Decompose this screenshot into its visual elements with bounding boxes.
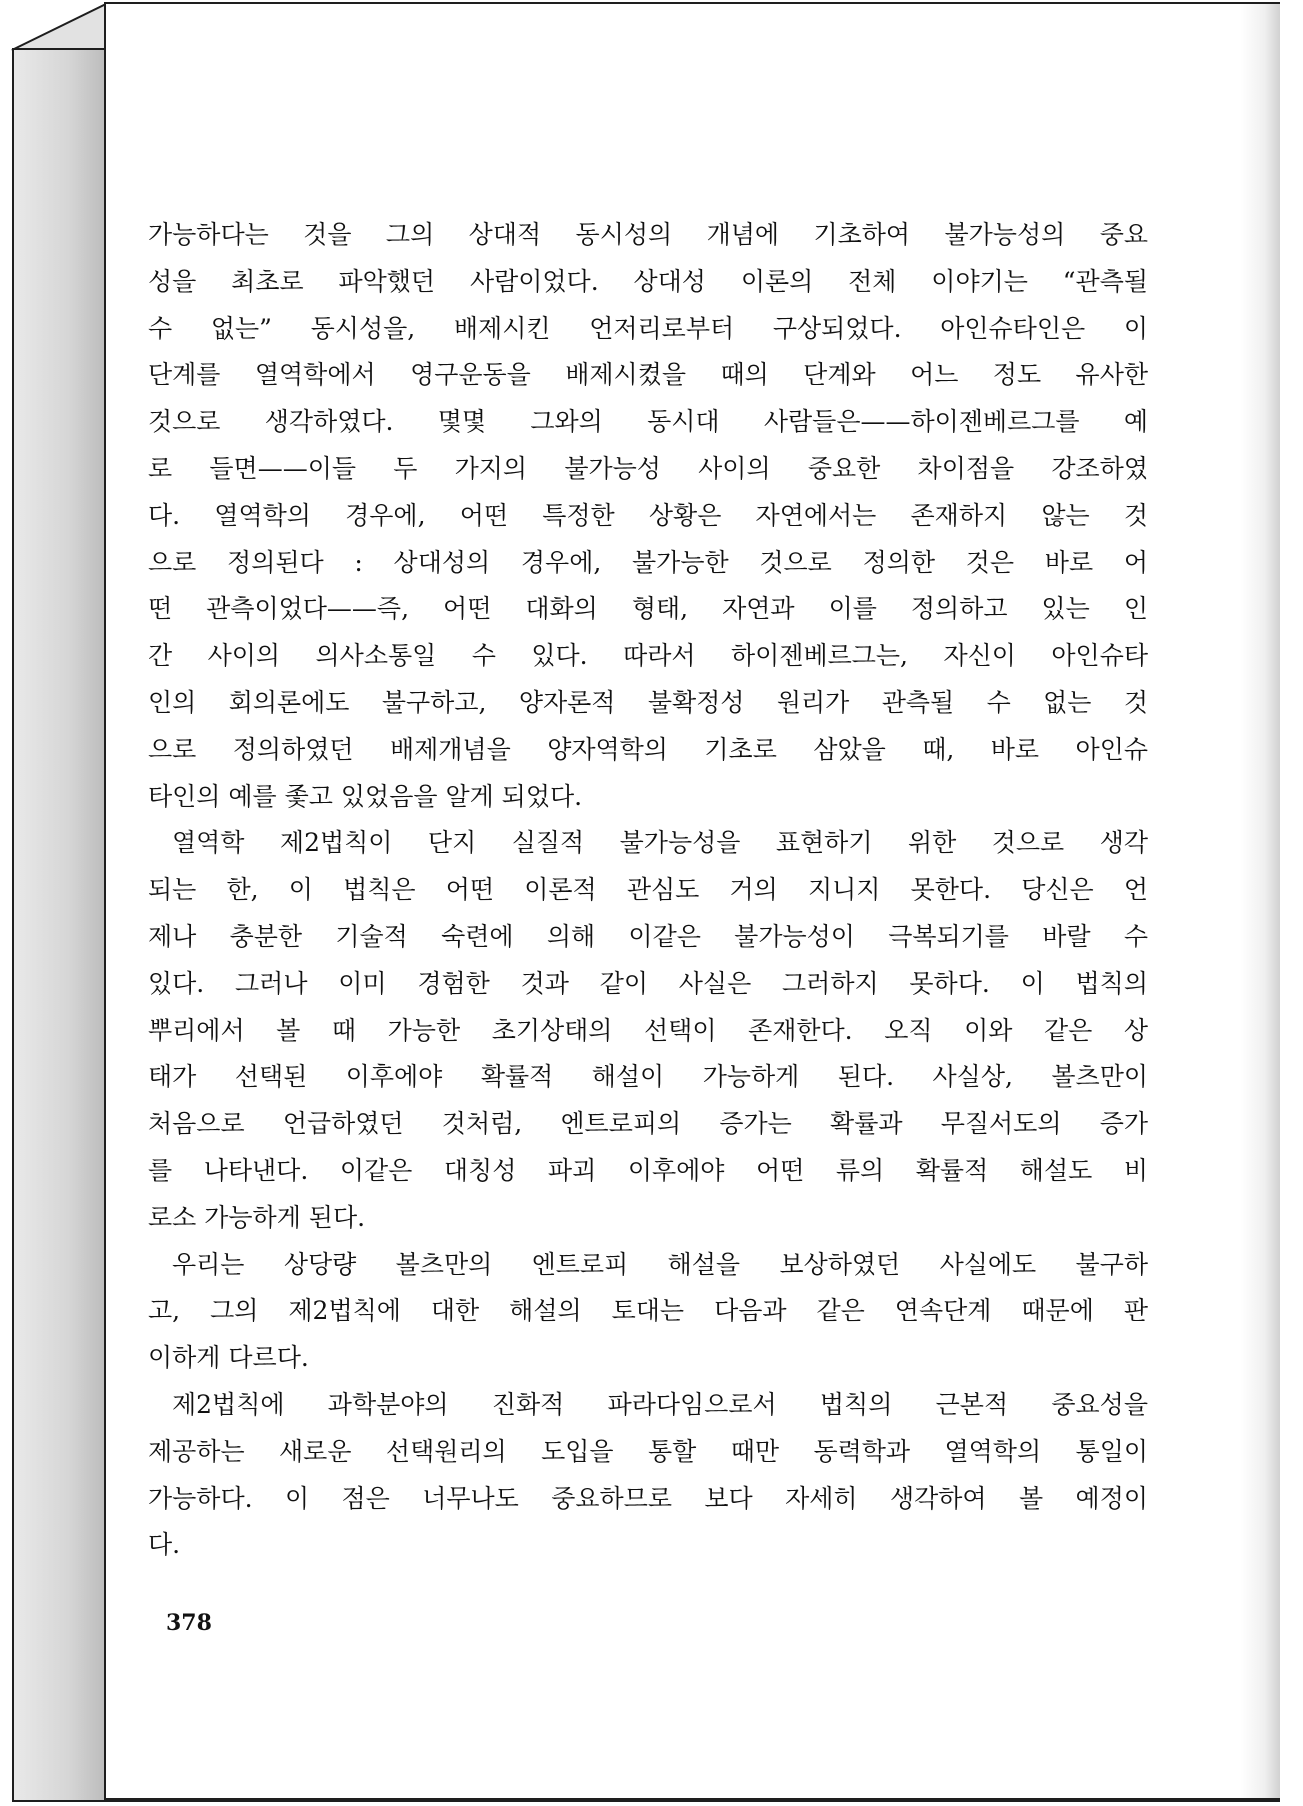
text-line: 로소 가능하게 된다.	[148, 1202, 366, 1232]
text-line: 뿌리에서 볼 때 가능한 초기상태의 선택이 존재한다. 오직 이와 같은 상	[148, 1015, 1148, 1045]
page-bottom-edge	[106, 1798, 1280, 1800]
page-edge-shadow	[1240, 4, 1280, 1800]
paragraph	[148, 1242, 1148, 1382]
text-line: 고, 그의 제2법칙에 대한 해설의 토대는 다음과 같은 연속단계 때문에 판	[148, 1296, 1148, 1326]
text-line: 제2법칙에 과학분야의 진화적 파라다임으로서 법칙의 근본적 중요성을	[172, 1389, 1148, 1419]
text-line: 처음으로 언급하였던 것처럼, 엔트로피의 증가는 확률과 무질서도의 증가	[148, 1109, 1148, 1139]
text-line: 로 들면——이들 두 가지의 불가능성 사이의 중요한 차이점을 강조하였	[148, 453, 1148, 483]
text-line: 제공하는 새로운 선택원리의 도입을 통할 때만 동력학과 열역학의 통일이	[148, 1436, 1148, 1466]
text-line: 되는 한, 이 법칙은 어떤 이론적 관심도 거의 지니지 못한다. 당신은 언	[148, 875, 1148, 905]
text-line: 이하게 다르다.	[148, 1343, 309, 1373]
page-number: 378	[166, 1610, 212, 1636]
text-line: 제나 충분한 기술적 숙련에 의해 이같은 불가능성이 극복되기를 바랄 수	[148, 921, 1148, 951]
text-line: 다. 열역학의 경우에, 어떤 특정한 상황은 자연에서는 존재하지 않는 것	[148, 500, 1148, 530]
text-line: 태가 선택된 이후에야 확률적 해설이 가능하게 된다. 사실상, 볼츠만이	[148, 1062, 1148, 1092]
text-line: 단계를 열역학에서 영구운동을 배제시켰을 때의 단계와 어느 정도 유사한	[148, 360, 1148, 390]
text-line: 수 없는” 동시성을, 배제시킨 언저리로부터 구상되었다. 아인슈타인은 이	[148, 313, 1148, 343]
text-line: 떤 관측이었다——즉, 어떤 대화의 형태, 자연과 이를 정의하고 있는 인	[148, 594, 1148, 624]
text-line: 다.	[148, 1530, 181, 1560]
text-line: 으로 정의하였던 배제개념을 양자역학의 기초로 삼았을 때, 바로 아인슈	[148, 734, 1148, 764]
text-line: 성을 최초로 파악했던 사람이었다. 상대성 이론의 전체 이야기는 “관측될	[148, 266, 1148, 296]
book-spine	[12, 48, 106, 1802]
text-line: 있다. 그러나 이미 경험한 것과 같이 사실은 그러하지 못하다. 이 법칙의	[148, 968, 1148, 998]
text-line: 가능하다. 이 점은 너무나도 중요하므로 보다 자세히 생각하여 볼 예정이	[148, 1483, 1148, 1513]
paragraph	[148, 1382, 1148, 1569]
text-line: 가능하다는 것을 그의 상대적 동시성의 개념에 기초하여 불가능성의 중요	[148, 220, 1148, 249]
text-line: 열역학 제2법칙이 단지 실질적 불가능성을 표현하기 위한 것으로 생각	[172, 828, 1148, 858]
text-line: 인의 회의론에도 불구하고, 양자론적 불확정성 원리가 관측될 수 없는 것	[148, 687, 1148, 717]
text-line: 간 사이의 의사소통일 수 있다. 따라서 하이젠베르그는, 자신이 아인슈타	[148, 641, 1148, 671]
text-line: 타인의 예를 좇고 있었음을 알게 되었다.	[148, 781, 583, 811]
paragraph	[148, 212, 1148, 820]
text-line: 우리는 상당량 볼츠만의 엔트로피 해설을 보상하였던 사실에도 불구하	[172, 1249, 1148, 1279]
paragraph	[148, 820, 1148, 1241]
text-line: 를 나타낸다. 이같은 대칭성 파괴 이후에야 어떤 류의 확률적 해설도 비	[148, 1155, 1148, 1185]
book-spine-top-edge	[10, 2, 110, 52]
text-line: 것으로 생각하였다. 몇몇 그와의 동시대 사람들은——하이젠베르그를 예	[148, 407, 1148, 437]
text-line: 으로 정의된다 : 상대성의 경우에, 불가능한 것으로 정의한 것은 바로 어	[148, 547, 1148, 577]
body-text	[148, 212, 1148, 1569]
